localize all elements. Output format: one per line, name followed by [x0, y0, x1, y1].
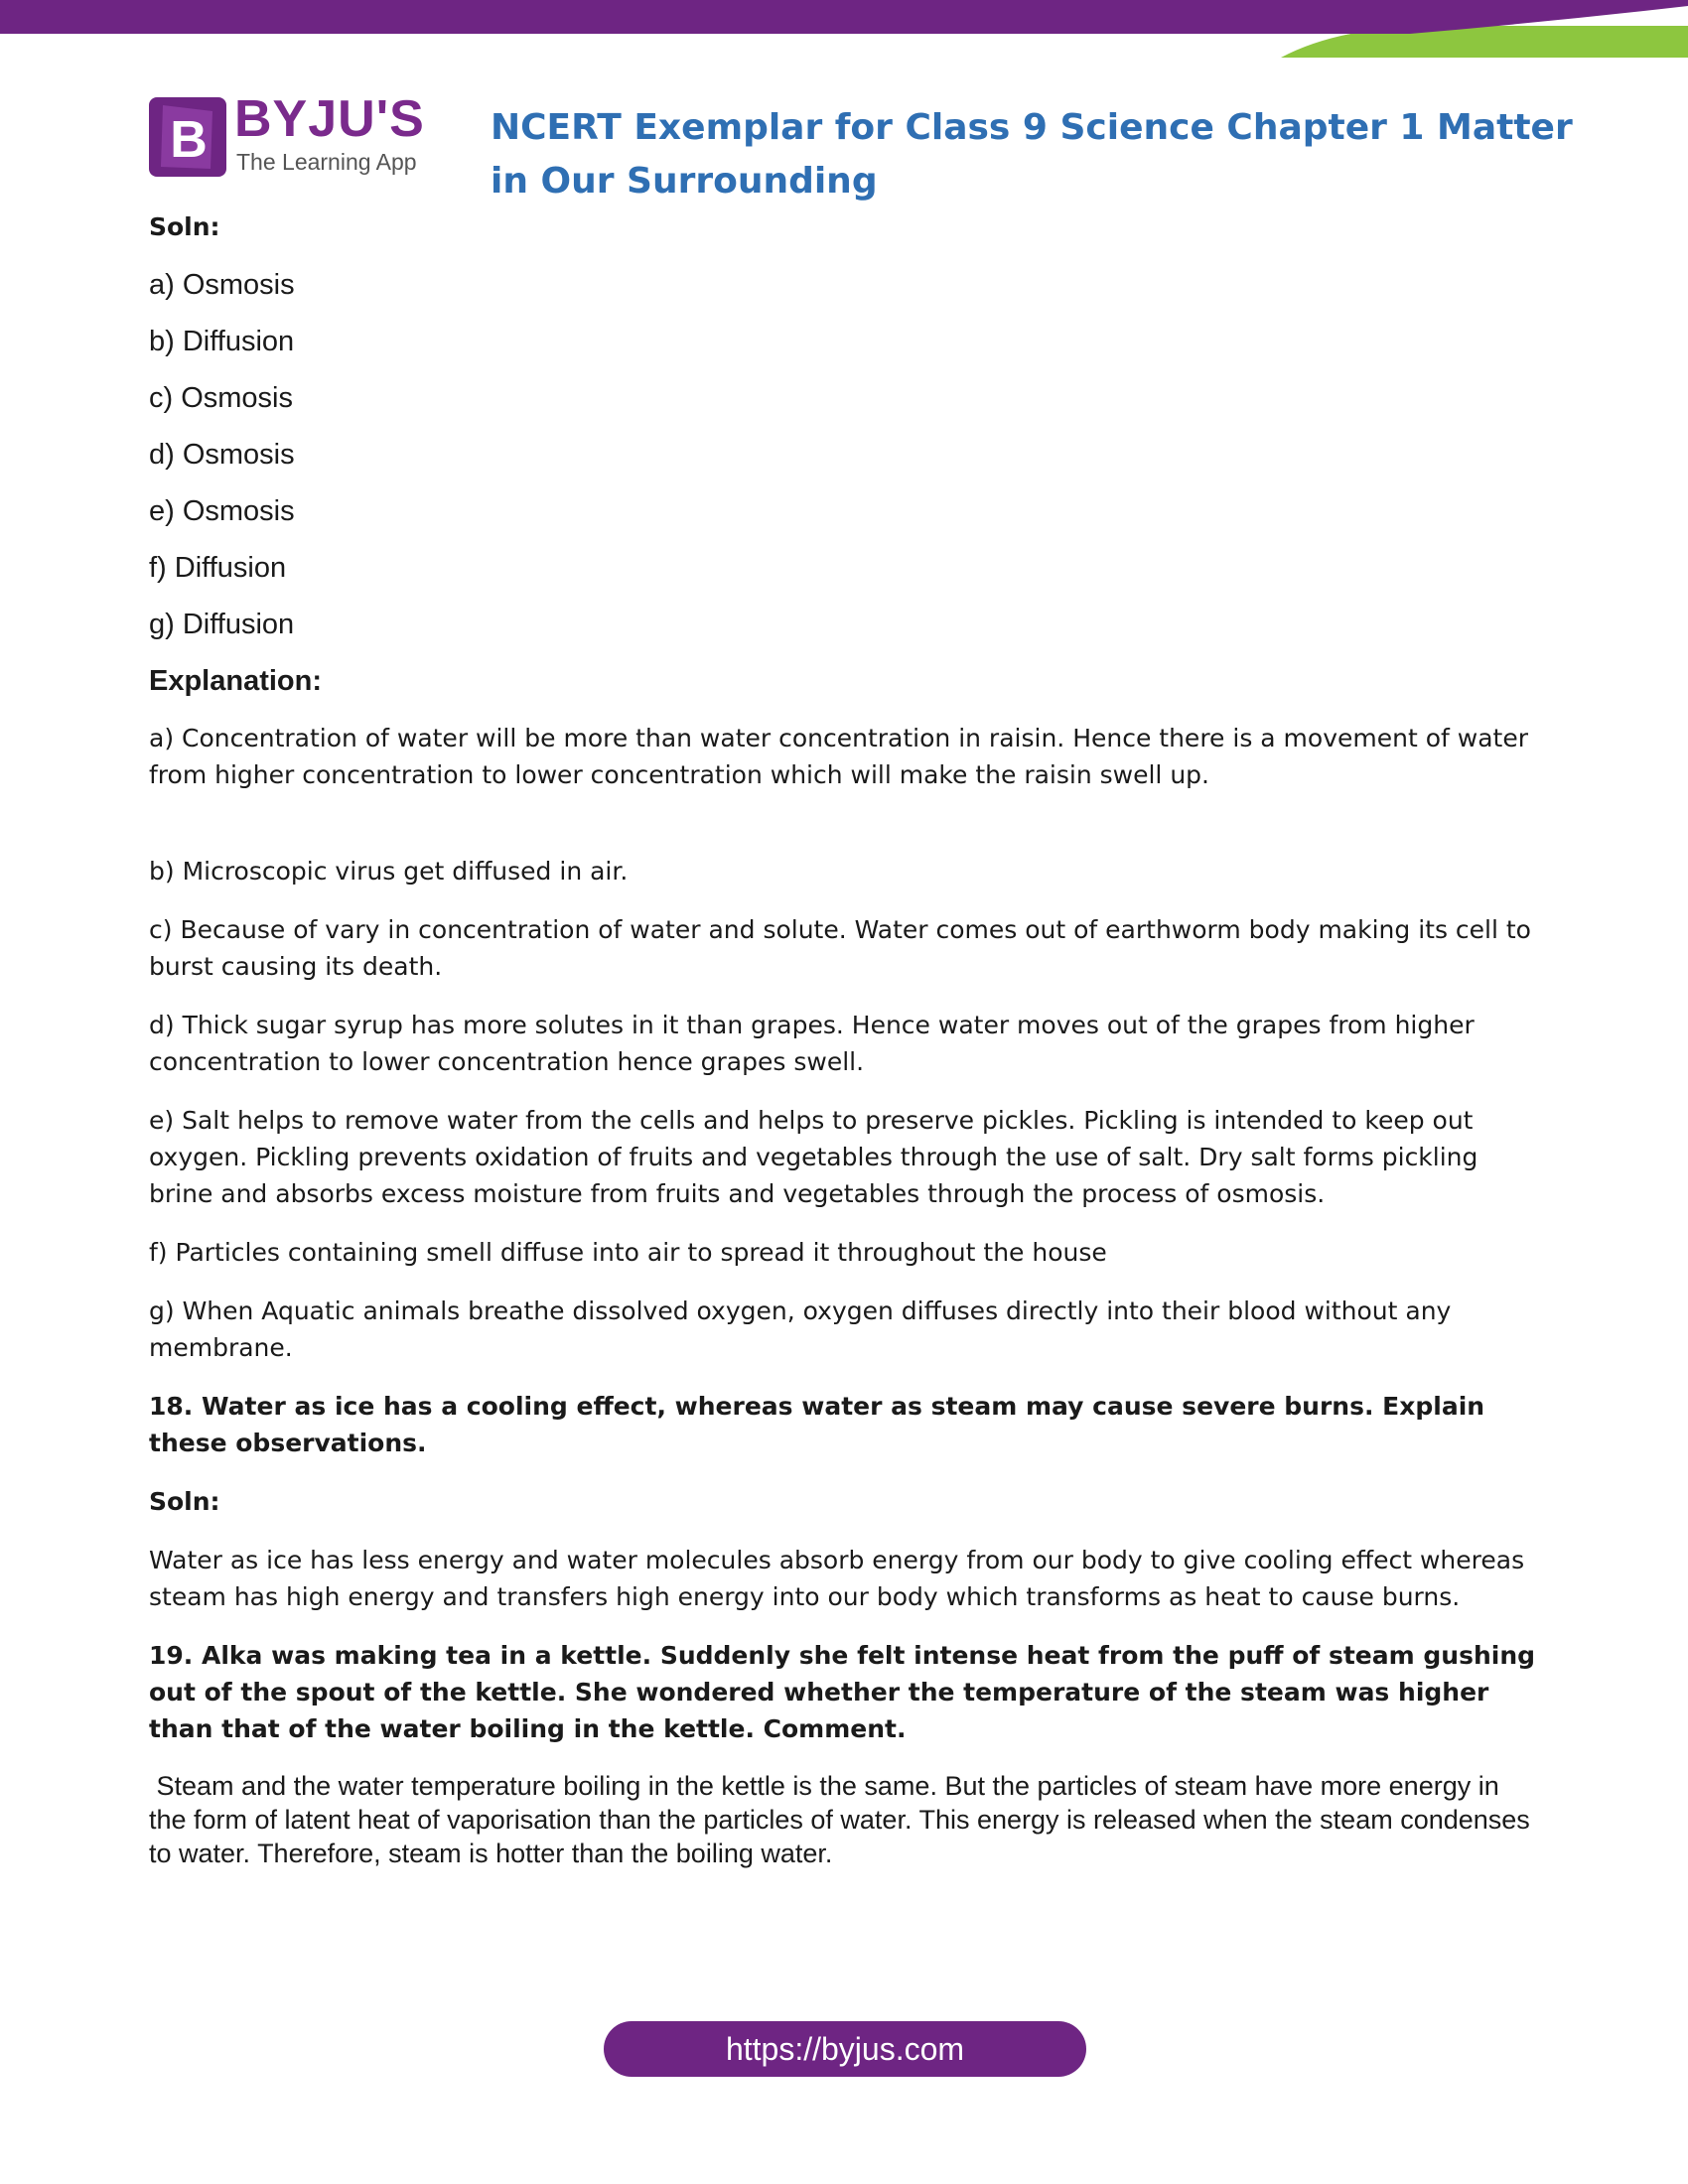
- answer-19: Steam and the water temperature boiling in the kettle is the same. But the particles of steam have more energy in the form of latent heat of vaporisation than the particles of water. This energy is released when the steam condenses to water. Therefore, steam is hotter than the boiling water.: [149, 1771, 1538, 1868]
- answer-18: Water as ice has less energy and water molecules absorb energy from our body to give cooling effect whereas steam has high energy and transfers high energy into our body which transforms as heat to cause burns.: [149, 1546, 1525, 1611]
- document-body: [149, 208, 1539, 1892]
- brand-tagline: The Learning App: [236, 149, 417, 175]
- answer-item: b) Diffusion: [149, 326, 295, 357]
- byjus-logo-icon: [149, 97, 226, 177]
- top-banner: [0, 0, 1688, 58]
- explanation-item: g) When Aquatic animals breathe dissolved oxygen, oxygen diffuses directly into their blood without any membrane.: [149, 1297, 1452, 1362]
- soln-label: Soln:: [149, 1487, 220, 1516]
- explanation-item: e) Salt helps to remove water from the cells and helps to preserve pickles. Pickling is intended to keep out oxygen. Pickling prevents oxidation of fruits and vegetables through the use of salt. Dry salt forms pickling brine and absorbs excess moisture from fruits and vegetables through the process of osmosis.: [149, 1106, 1478, 1208]
- page-header: [149, 90, 1599, 214]
- explanation-heading: Explanation:: [149, 665, 323, 697]
- explanation-item: a) Concentration of water will be more than water concentration in raisin. Hence there is a movement of water from higher concentration to lower concentration which will make the raisin swell up.: [149, 724, 1528, 789]
- explanation-item: c) Because of vary in concentration of water and solute. Water comes out of earthworm body making its cell to burst causing its death.: [149, 915, 1531, 981]
- logo-letter: B: [170, 111, 208, 169]
- explanation-list: [149, 720, 1539, 1366]
- answer-item: e) Osmosis: [149, 495, 295, 527]
- explanation-item: f) Particles containing smell diffuse into air to spread it throughout the house: [149, 1238, 1107, 1267]
- answer-item: a) Osmosis: [149, 269, 295, 301]
- byjus-website-link[interactable]: https://byjus.com: [604, 2021, 1086, 2077]
- document-title: NCERT Exemplar for Class 9 Science Chapter 1 Matter in Our Surrounding: [491, 107, 1573, 202]
- question-18: 18. Water as ice has a cooling effect, whereas water as steam may cause severe burns. Explain these observations.: [149, 1392, 1485, 1457]
- explanation-item: d) Thick sugar syrup has more solutes in it than grapes. Hence water moves out of the grapes from higher concentration to lower concentration hence grapes swell.: [149, 1011, 1475, 1076]
- answer-item: f) Diffusion: [149, 552, 287, 584]
- answer-list: [149, 267, 1539, 643]
- question-19: 19. Alka was making tea in a kettle. Suddenly she felt intense heat from the puff of steam gushing out of the spout of the kettle. She wondered whether the temperature of the steam was higher than that of the water boiling in the kettle. Comment.: [149, 1641, 1536, 1743]
- soln-label: Soln:: [149, 212, 220, 241]
- answer-item: d) Osmosis: [149, 439, 295, 471]
- explanation-item: b) Microscopic virus get diffused in air.: [149, 857, 629, 886]
- spacer: [149, 815, 1539, 853]
- answer-item: g) Diffusion: [149, 609, 295, 640]
- brand-name: BYJU'S: [234, 90, 425, 148]
- answer-item: c) Osmosis: [149, 382, 293, 414]
- byjus-logo[interactable]: [149, 90, 437, 185]
